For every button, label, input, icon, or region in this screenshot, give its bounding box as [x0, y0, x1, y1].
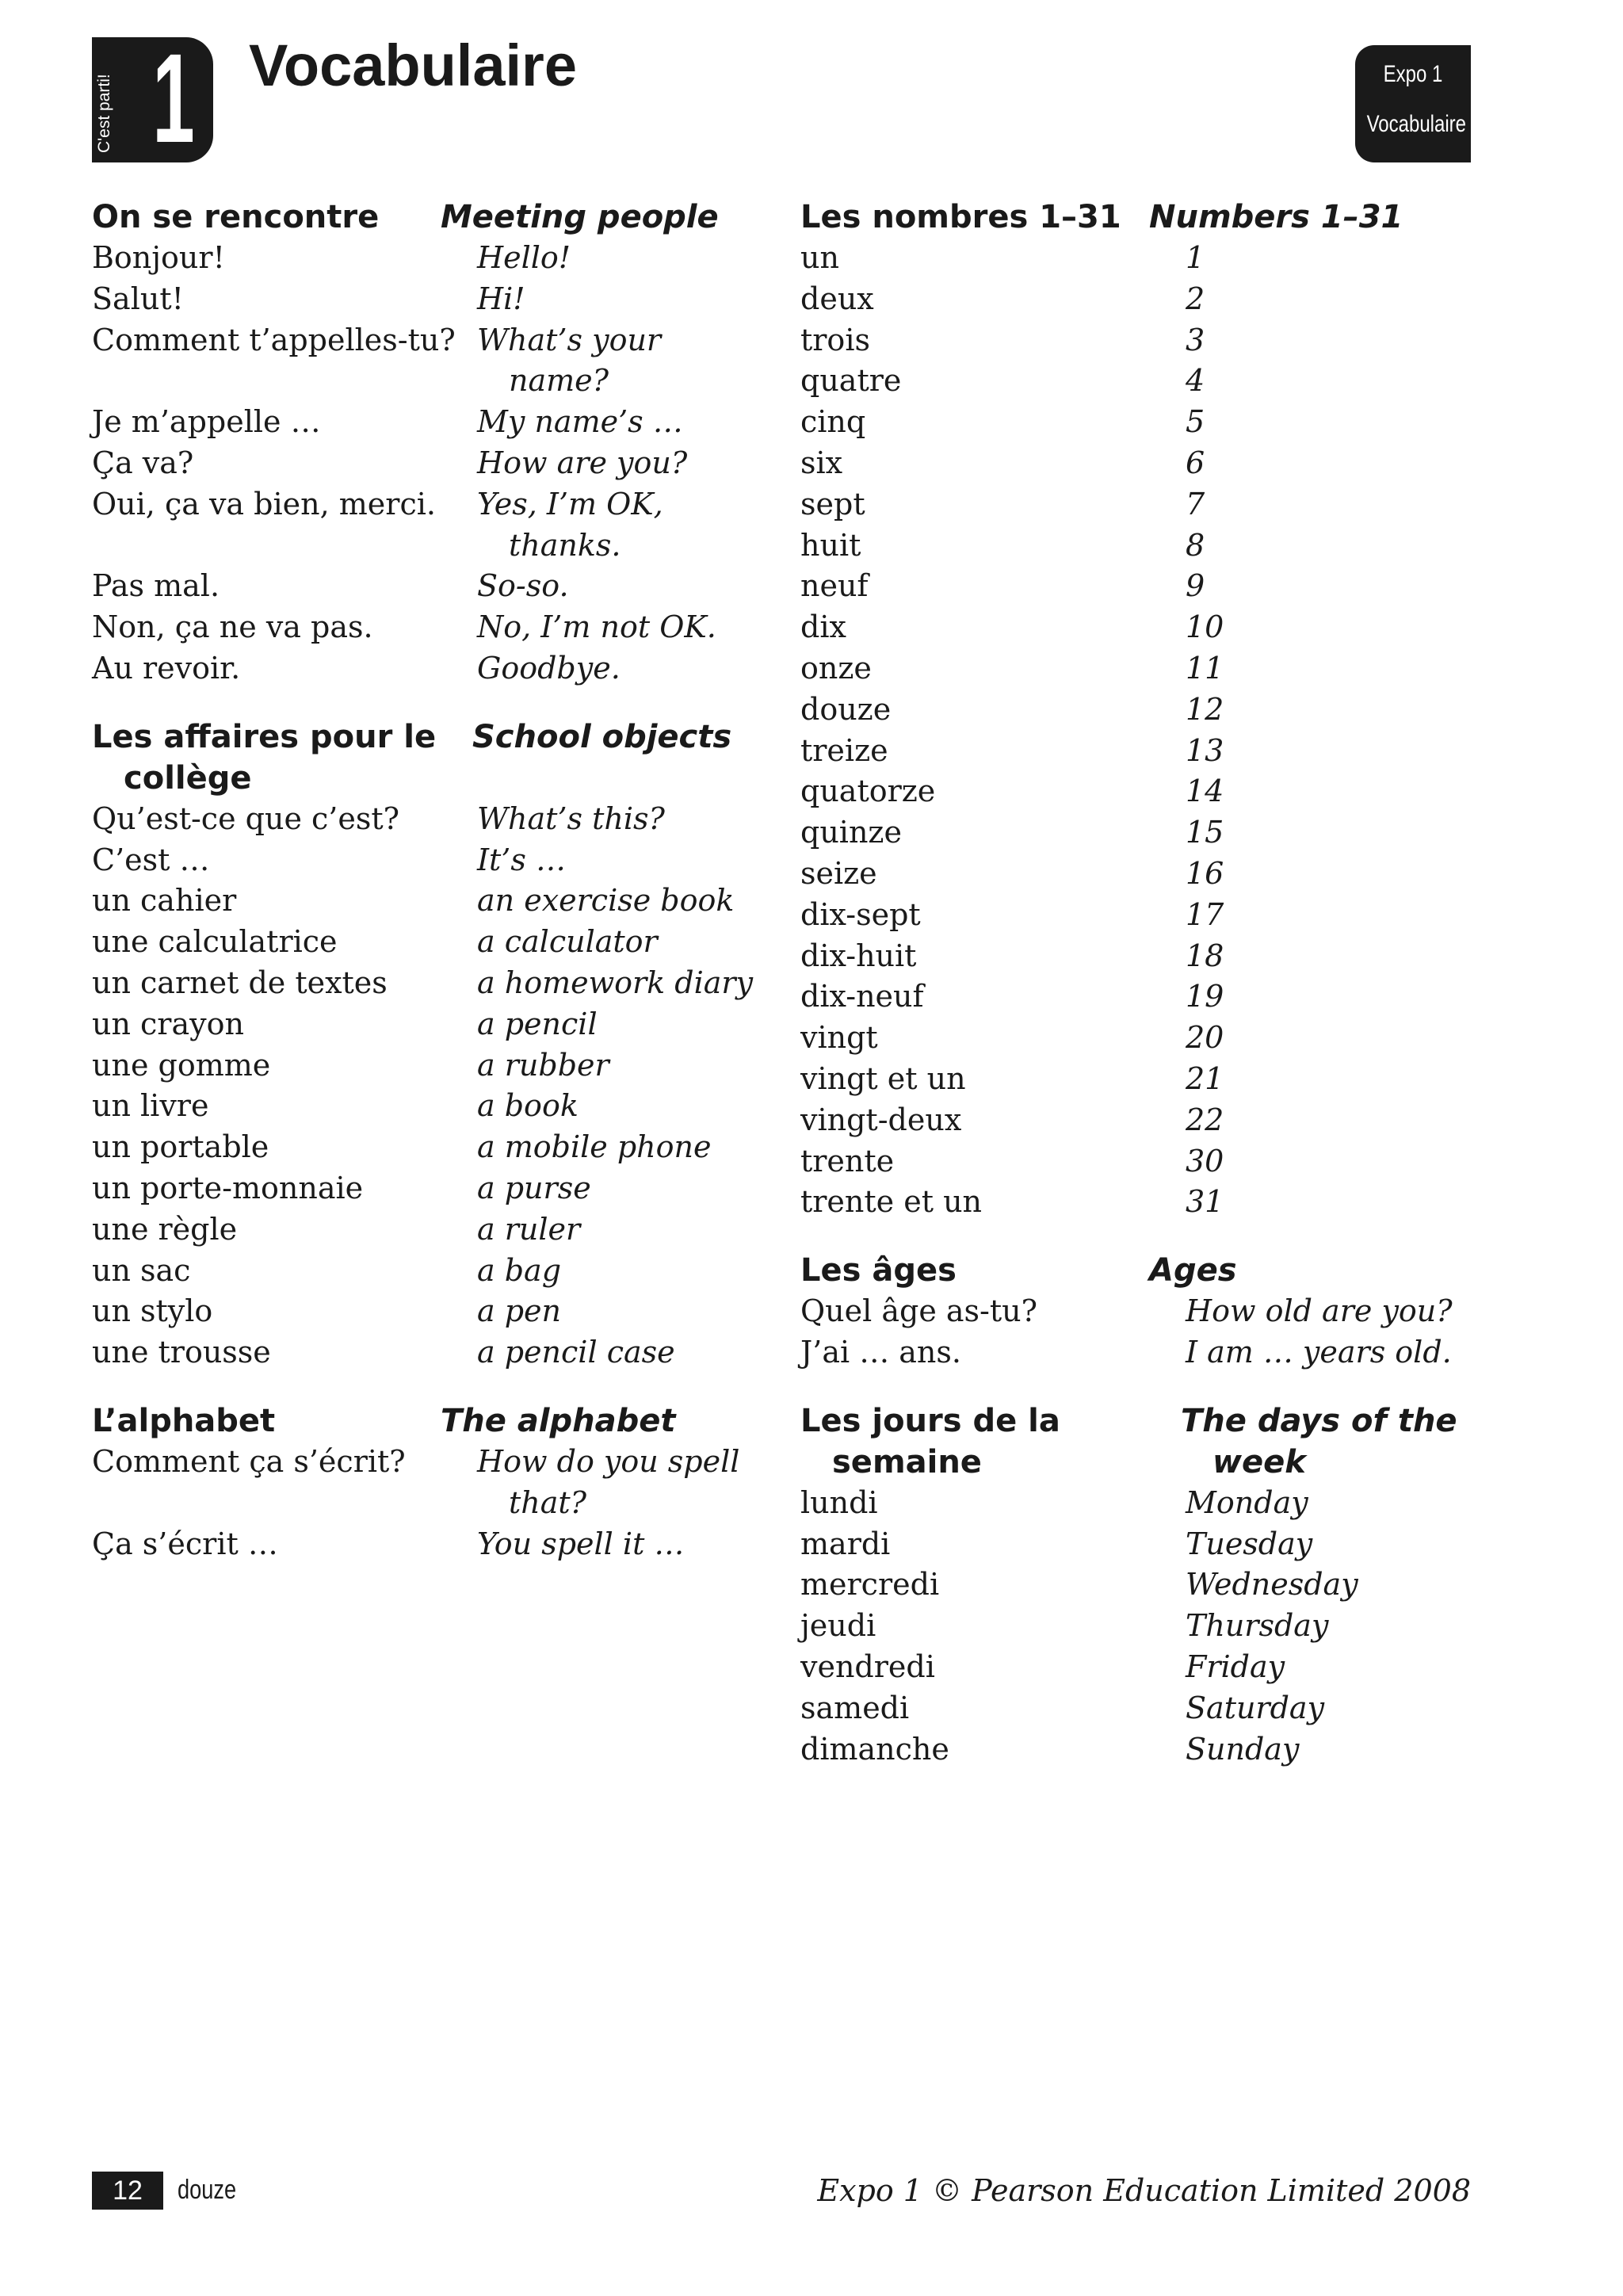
vocab-french: Ça va?	[92, 445, 194, 480]
vocab-row	[92, 607, 758, 648]
vocab-row	[800, 690, 1498, 731]
vocab-row	[92, 566, 758, 607]
vocab-row	[92, 484, 758, 567]
vocab-french: un carnet de textes	[92, 965, 388, 1000]
unit-label: C'est parti!	[95, 74, 113, 153]
vocab-english: Friday	[1186, 1648, 1285, 1684]
vocab-row	[800, 484, 1498, 525]
vocab-english: Wednesday	[1186, 1567, 1358, 1603]
section-heading	[800, 1250, 1498, 1291]
vocab-english: 7	[1186, 486, 1205, 521]
vocab-row	[800, 1059, 1498, 1100]
section-heading	[800, 1400, 1498, 1483]
copyright: Expo 1 © Pearson Education Limited 2008	[817, 2173, 1471, 2208]
vocab-row	[92, 922, 758, 963]
vocab-english: 20	[1186, 1020, 1224, 1056]
vocab-french: quatorze	[800, 774, 936, 809]
vocab-english: Hi!	[477, 281, 525, 316]
vocab-english: Saturday	[1186, 1690, 1325, 1725]
vocab-french: treize	[800, 732, 888, 768]
vocab-english: a mobile phone	[477, 1129, 712, 1165]
vocab-french: Pas mal.	[92, 568, 220, 604]
vocab-row	[92, 963, 758, 1004]
section-heading	[800, 197, 1498, 238]
vocab-french: Quel âge as-tu?	[800, 1293, 1038, 1329]
heading-english: Meeting people	[441, 199, 719, 235]
vocab-english: Yes, I’m OK, thanks.	[477, 486, 663, 563]
vocab-english: 21	[1186, 1060, 1224, 1096]
vocab-english: 18	[1186, 938, 1224, 973]
vocab-french: trois	[800, 322, 870, 357]
vocab-english: a rubber	[477, 1047, 609, 1083]
section-alphabet	[92, 1400, 758, 1564]
vocab-french: dix-sept	[800, 896, 921, 932]
vocab-english: 11	[1186, 650, 1224, 686]
vocab-english: 5	[1186, 404, 1205, 440]
vocab-french: une règle	[92, 1211, 238, 1247]
vocab-row	[92, 1045, 758, 1087]
unit-number: 1	[152, 27, 195, 169]
vocab-french: sept	[800, 486, 865, 521]
vocab-english: 16	[1186, 855, 1224, 891]
vocab-french: un crayon	[92, 1006, 244, 1041]
vocab-row	[92, 1209, 758, 1251]
vocab-english: 14	[1186, 774, 1224, 809]
vocab-french: un	[800, 240, 839, 275]
vocab-english: So-so.	[477, 568, 569, 604]
heading-english: Ages	[1149, 1252, 1237, 1289]
vocab-french: un livre	[92, 1088, 209, 1124]
vocab-french: six	[800, 445, 843, 480]
vocab-english: 19	[1186, 979, 1224, 1014]
page-title: Vocabulaire	[249, 32, 578, 98]
vocab-french: neuf	[800, 568, 869, 604]
vocab-french: un sac	[92, 1252, 191, 1288]
vocab-row	[92, 1004, 758, 1045]
vocab-french: seize	[800, 855, 877, 891]
page-number-word: douze	[178, 2175, 237, 2205]
heading-french: On se rencontre	[92, 199, 380, 235]
right-column	[800, 197, 1498, 1797]
vocab-english: a pen	[477, 1293, 562, 1329]
vocab-french: dimanche	[800, 1731, 949, 1767]
vocab-english: 9	[1186, 568, 1205, 604]
vocab-english: 30	[1186, 1143, 1224, 1179]
vocab-english: How are you?	[477, 445, 688, 480]
vocab-row	[92, 840, 758, 881]
vocab-french: vingt	[800, 1020, 878, 1056]
vocab-english: 10	[1186, 609, 1224, 645]
vocab-row	[800, 771, 1498, 812]
vocab-english: a ruler	[477, 1211, 581, 1247]
vocab-english: How old are you?	[1186, 1293, 1453, 1329]
vocab-english: 8	[1186, 527, 1205, 563]
vocab-english: a homework diary	[477, 965, 754, 1000]
vocab-english: 2	[1186, 281, 1205, 316]
vocab-row	[92, 279, 758, 320]
vocab-french: Ça s’écrit …	[92, 1526, 278, 1561]
heading-english: The alphabet	[441, 1402, 676, 1439]
vocab-english: a purse	[477, 1170, 591, 1205]
vocab-row	[800, 1606, 1498, 1647]
expo-tab-title: Expo 1	[1383, 61, 1443, 87]
vocab-row	[800, 525, 1498, 567]
vocab-row	[800, 320, 1498, 361]
section-heading	[92, 716, 758, 799]
vocab-english: 31	[1186, 1184, 1224, 1220]
section-days-of-week	[800, 1400, 1498, 1771]
vocab-french: dix-neuf	[800, 979, 924, 1014]
vocab-row	[800, 607, 1498, 648]
vocab-row	[92, 1442, 758, 1524]
vocab-row	[92, 1524, 758, 1565]
vocab-french: Bonjour!	[92, 240, 225, 275]
vocab-row	[92, 238, 758, 279]
vocab-french: J’ai … ans.	[800, 1334, 961, 1370]
vocab-english: Tuesday	[1186, 1526, 1313, 1561]
vocab-english: How do you spell that?	[477, 1443, 740, 1520]
vocab-french: C’est …	[92, 842, 210, 877]
vocab-row	[800, 936, 1498, 977]
vocab-french: douze	[800, 691, 892, 727]
section-heading	[92, 197, 758, 238]
vocab-row	[800, 1483, 1498, 1524]
vocab-french: onze	[800, 650, 872, 686]
vocab-french: huit	[800, 527, 861, 563]
heading-french: Les nombres 1–31	[800, 199, 1121, 235]
vocab-row	[92, 648, 758, 690]
section-ages	[800, 1250, 1498, 1373]
vocab-english: You spell it …	[477, 1526, 685, 1561]
vocab-row	[800, 731, 1498, 772]
vocab-french: quinze	[800, 815, 902, 850]
vocab-french: trente	[800, 1143, 895, 1179]
vocab-french: un porte-monnaie	[92, 1170, 364, 1205]
vocab-row	[92, 1332, 758, 1373]
vocab-french: un cahier	[92, 883, 237, 919]
vocab-french: mercredi	[800, 1567, 940, 1603]
vocab-english: 15	[1186, 815, 1224, 850]
vocab-french: Oui, ça va bien, merci.	[92, 486, 436, 521]
vocab-row	[800, 1141, 1498, 1182]
vocab-english: What’s this?	[477, 800, 665, 836]
heading-french: Les affaires pour le collège	[92, 718, 437, 797]
vocab-english: a bag	[477, 1252, 562, 1288]
vocab-row	[800, 402, 1498, 443]
vocab-english: My name’s …	[477, 404, 683, 440]
vocab-french: Comment t’appelles-tu?	[92, 322, 456, 357]
vocab-french: dix-huit	[800, 938, 917, 973]
vocab-row	[800, 648, 1498, 690]
vocab-english: Monday	[1186, 1484, 1308, 1520]
heading-french: L’alphabet	[92, 1402, 276, 1439]
vocab-row	[800, 279, 1498, 320]
vocab-french: Comment ça s’écrit?	[92, 1443, 406, 1479]
vocab-french: un stylo	[92, 1293, 213, 1329]
vocab-row	[92, 799, 758, 840]
vocab-english: 13	[1186, 732, 1224, 768]
vocab-english: a pencil	[477, 1006, 598, 1041]
vocab-english: 6	[1186, 445, 1205, 480]
vocab-row	[800, 1332, 1498, 1373]
vocab-row	[800, 566, 1498, 607]
vocab-french: deux	[800, 281, 874, 316]
vocab-row	[800, 238, 1498, 279]
vocab-english: a calculator	[477, 924, 658, 960]
vocab-row	[800, 1524, 1498, 1565]
vocab-english: 17	[1186, 896, 1224, 932]
vocab-french: une gomme	[92, 1047, 271, 1083]
vocab-english: Sunday	[1186, 1731, 1300, 1767]
vocab-row	[800, 1018, 1498, 1059]
vocab-row	[92, 320, 758, 403]
vocab-french: lundi	[800, 1484, 878, 1520]
vocab-row	[800, 1564, 1498, 1606]
vocab-row	[800, 854, 1498, 895]
vocab-english: Thursday	[1186, 1608, 1329, 1644]
vocab-english: It’s …	[477, 842, 566, 877]
vocab-french: Au revoir.	[92, 650, 241, 686]
vocab-french: dix	[800, 609, 846, 645]
vocab-row	[92, 402, 758, 443]
page-number: 12	[92, 2172, 163, 2210]
vocab-french: jeudi	[800, 1608, 876, 1644]
heading-english: School objects	[472, 718, 732, 755]
vocab-english: 12	[1186, 691, 1224, 727]
vocab-row	[92, 881, 758, 922]
heading-french: Les âges	[800, 1252, 957, 1289]
vocab-french: Qu’est-ce que c’est?	[92, 800, 400, 836]
section-meeting-people	[92, 197, 758, 690]
footer	[92, 2172, 1471, 2211]
vocab-english: 3	[1186, 322, 1205, 357]
vocab-english: Goodbye.	[477, 650, 621, 686]
vocab-french: une trousse	[92, 1335, 271, 1370]
vocab-english: 1	[1186, 240, 1205, 275]
vocab-row	[92, 1086, 758, 1127]
expo-tab	[1355, 45, 1471, 162]
vocab-row	[800, 812, 1498, 854]
section-heading	[92, 1400, 758, 1442]
vocab-english: No, I’m not OK.	[477, 609, 716, 645]
vocab-french: trente et un	[800, 1184, 983, 1220]
vocab-row	[92, 1168, 758, 1209]
vocab-french: Je m’appelle …	[92, 404, 321, 440]
vocab-row	[800, 976, 1498, 1018]
vocab-french: Salut!	[92, 281, 184, 316]
section-numbers	[800, 197, 1498, 1223]
vocab-row	[92, 443, 758, 484]
section-school-objects	[92, 716, 758, 1373]
vocab-english: I am … years old.	[1186, 1334, 1452, 1370]
left-column	[92, 197, 758, 1591]
heading-french: Les jours de la semaine	[800, 1402, 1060, 1480]
heading-english: The days of the week	[1181, 1402, 1457, 1480]
vocab-row	[92, 1127, 758, 1168]
vocab-english: Hello!	[477, 240, 571, 275]
vocab-english: What’s your name?	[477, 322, 662, 399]
vocab-french: un portable	[92, 1129, 269, 1165]
vocab-french: vingt-deux	[800, 1102, 962, 1137]
vocab-row	[800, 1291, 1498, 1332]
vocab-row	[92, 1251, 758, 1292]
vocab-row	[800, 1182, 1498, 1223]
vocab-french: mardi	[800, 1526, 891, 1561]
vocab-row	[800, 1688, 1498, 1729]
vocab-french: samedi	[800, 1690, 910, 1725]
unit-tab	[92, 27, 213, 169]
vocab-english: an exercise book	[477, 883, 735, 919]
vocab-french: vingt et un	[800, 1060, 966, 1096]
vocab-row	[800, 1647, 1498, 1688]
expo-tab-subtitle: Vocabulaire	[1366, 111, 1467, 137]
vocab-english: 4	[1186, 363, 1205, 399]
vocab-row	[800, 443, 1498, 484]
vocab-row	[800, 1100, 1498, 1141]
vocab-french: cinq	[800, 404, 866, 440]
heading-english: Numbers 1–31	[1149, 199, 1403, 235]
vocab-english: 22	[1186, 1102, 1224, 1137]
vocab-english: a book	[477, 1088, 579, 1124]
vocab-row	[92, 1291, 758, 1332]
vocab-row	[800, 895, 1498, 936]
vocab-french: une calculatrice	[92, 924, 338, 960]
vocab-row	[800, 361, 1498, 402]
vocab-french: vendredi	[800, 1648, 935, 1684]
vocab-row	[800, 1729, 1498, 1771]
vocab-french: Non, ça ne va pas.	[92, 609, 373, 645]
vocab-english: a pencil case	[477, 1335, 675, 1370]
vocab-french: quatre	[800, 363, 902, 399]
